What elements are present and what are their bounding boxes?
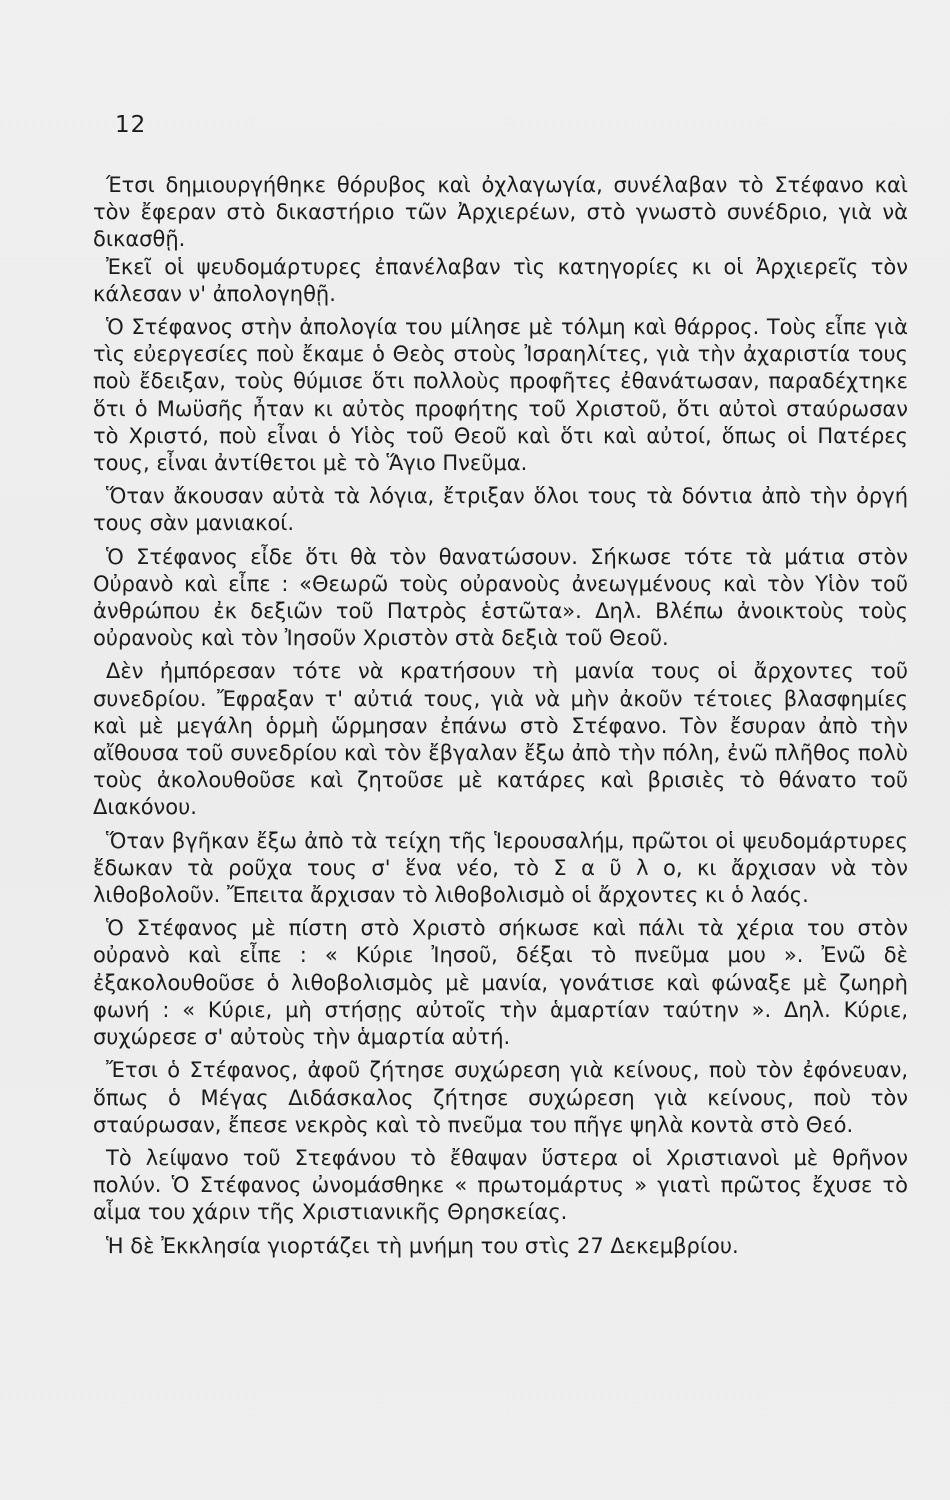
paragraph-defense: Ὁ Στέφανος στὴν ἀπολογία του μίλησε μὲ τόλμη καὶ θάρρος. Τοὺς εἶπε γιὰ τὶς εὐεργεσίες ποὺ ἔκαμε ὁ Θεὸς στοὺς Ἰσραηλίτες, γιὰ τὴν ἀχαριστία τους ποὺ ἔδειξαν, τοὺς θύμισε ὅτι πολλοὺς προφῆτες ἐθανάτωσαν, παραδέχτηκε ὅτι ὁ Μωϋσῆς ἦταν κι αὐτὸς προφήτης τοῦ Χριστοῦ, ὅτι αὐτοὶ σταύρωσαν τὸ Χριστό, ποὺ εἶναι ὁ Υἱὸς τοῦ Θεοῦ καὶ ὅτι καὶ αὐτοί, ὅπως οἱ Πατέρες τους, εἶναι ἀντίθετοι μὲ τὸ Ἅγιο Πνεῦμα. [93,315,908,476]
paragraph-forgiveness: Ἔτσι ὁ Στέφανος, ἀφοῦ ζήτησε συχώρεση γιὰ κείνους, ποὺ τὸν ἐφόνευαν, ὅπως ὁ Μέγας Διδάσκαλος ζήτησε συχώρεση γιὰ κείνους, ποὺ τὸν σταύρωσαν, ἔπεσε νεκρὸς καὶ τὸ πνεῦμα του πῆγε ψηλὰ κοντὰ στὸ Θεό. [93,1058,908,1137]
page-number: 12 [115,112,147,138]
paragraph-feast-day: Ἡ δὲ Ἐκκλησία γιορτάζει τὴ μνήμη του στὶς 27 Δεκεμβρίου. [106,1233,739,1258]
body-text [93,172,908,1266]
paragraph-false-witnesses: Ἐκεῖ οἱ ψευδομάρτυρες ἐπανέλαβαν τὶς κατηγορίες κι οἱ Ἀρχιερεῖς τὸν κάλεσαν ν' ἀπολογηθῇ. [93,254,908,306]
paragraph-burial: Τὸ λείψανο τοῦ Στεφάνου τὸ ἔθαψαν ὕστερα οἱ Χριστιανοὶ μὲ θρῆνον πολύν. Ὁ Στέφανος ὠνομάσθηκε « πρωτομάρτυς » γιατὶ πρῶτος ἔχυσε τὸ αἷμα του χάριν τῆς Χριστιανικῆς Θρησκείας. [93,1145,908,1225]
paragraph-prayer: Ὁ Στέφανος μὲ πίστη στὸ Χριστὸ σήκωσε καὶ πάλι τὰ χέρια του στὸν οὐρανὸ καὶ εἶπε : « Κύριε Ἰησοῦ, δέξαι τὸ πνεῦμα μου ». Ἐνῶ δὲ ἐξακολουθοῦσε ὁ λιθοβολισμὸς μὲ μανία, γονάτισε καὶ φώναξε μὲ ζωηρὴ φωνή : « Κύριε, μὴ στήσῃς αὐτοῖς τὴν ἁμαρτίαν ταύτην ». Δηλ. Κύριε, συχώρεσε σ' αὐτοὺς τὴν ἁμαρτία αὐτή. [93,916,908,1050]
paragraph-vision: Ὁ Στέφανος εἶδε ὅτι θὰ τὸν θανατώσουν. Σήκωσε τότε τὰ μάτια στὸν Οὐρανὸ καὶ εἶπε : «Θεωρῶ τοὺς οὐρανοὺς ἀνεωγμένους καὶ τὸν Υἱὸν τοῦ ἀνθρώπου ἐκ δεξιῶν τοῦ Πατρὸς ἑστῶτα». Δηλ. Βλέπω ἀνοικτοὺς τοὺς οὐρανοὺς καὶ τὸν Ἰησοῦν Χριστὸν στὰ δεξιὰ τοῦ Θεοῦ. [93,544,908,651]
paragraph-stoning: Ὅταν βγῆκαν ἔξω ἀπὸ τὰ τείχη τῆς Ἱερουσαλήμ, πρῶτοι οἱ ψευδομάρτυρες ἔδωκαν τὰ ροῦχα τους σ' ἕνα νέο, τὸ Σ α ῦ λ ο, κι ἄρχισαν νὰ τὸν λιθοβολοῦν. Ἔπειτα ἄρχισαν τὸ λιθοβολισμὸ οἱ ἄρχοντες κι ὁ λαός. [93,828,908,908]
paragraph-arrest: Έτσι δημιουργήθηκε θόρυβος καὶ ὀχλαγωγία, συνέλαβαν τὸ Στέφανο καὶ τὸν ἔφεραν στὸ δικαστήριο τῶν Ἀρχιερέων, στὸ γνωστὸ συνέδριο, γιὰ νὰ δικασθῇ. [93,173,908,252]
paragraph-anger: Ὅταν ἄκουσαν αὐτὰ τὰ λόγια, ἔτριξαν ὅλοι τους τὰ δόντια ἀπὸ τὴν ὀργή τους σὰν μανιακοί. [93,484,908,536]
paragraph-seizure: Δὲν ἠμπόρεσαν τότε νὰ κρατήσουν τὴ μανία τους οἱ ἄρχοντες τοῦ συνεδρίου. Ἔφραξαν τ' αὐτιά τους, γιὰ νὰ μὴν ἀκοῦν τέτοιες βλασφημίες καὶ μὲ μεγάλη ὁρμὴ ὥρμησαν ἐπάνω στὸ Στέφανο. Τὸν ἔσυραν ἀπὸ τὴν αἴθουσα τοῦ συνεδρίου καὶ τὸν ἔβγαλαν ἔξω ἀπὸ τὴν πόλη, ἐνῶ πλῆθος πολὺ τοὺς ἀκολουθοῦσε καὶ ζητοῦσε μὲ κατάρες καὶ βρισιὲς τὸ θάνατο τοῦ Διακόνου. [93,659,908,820]
